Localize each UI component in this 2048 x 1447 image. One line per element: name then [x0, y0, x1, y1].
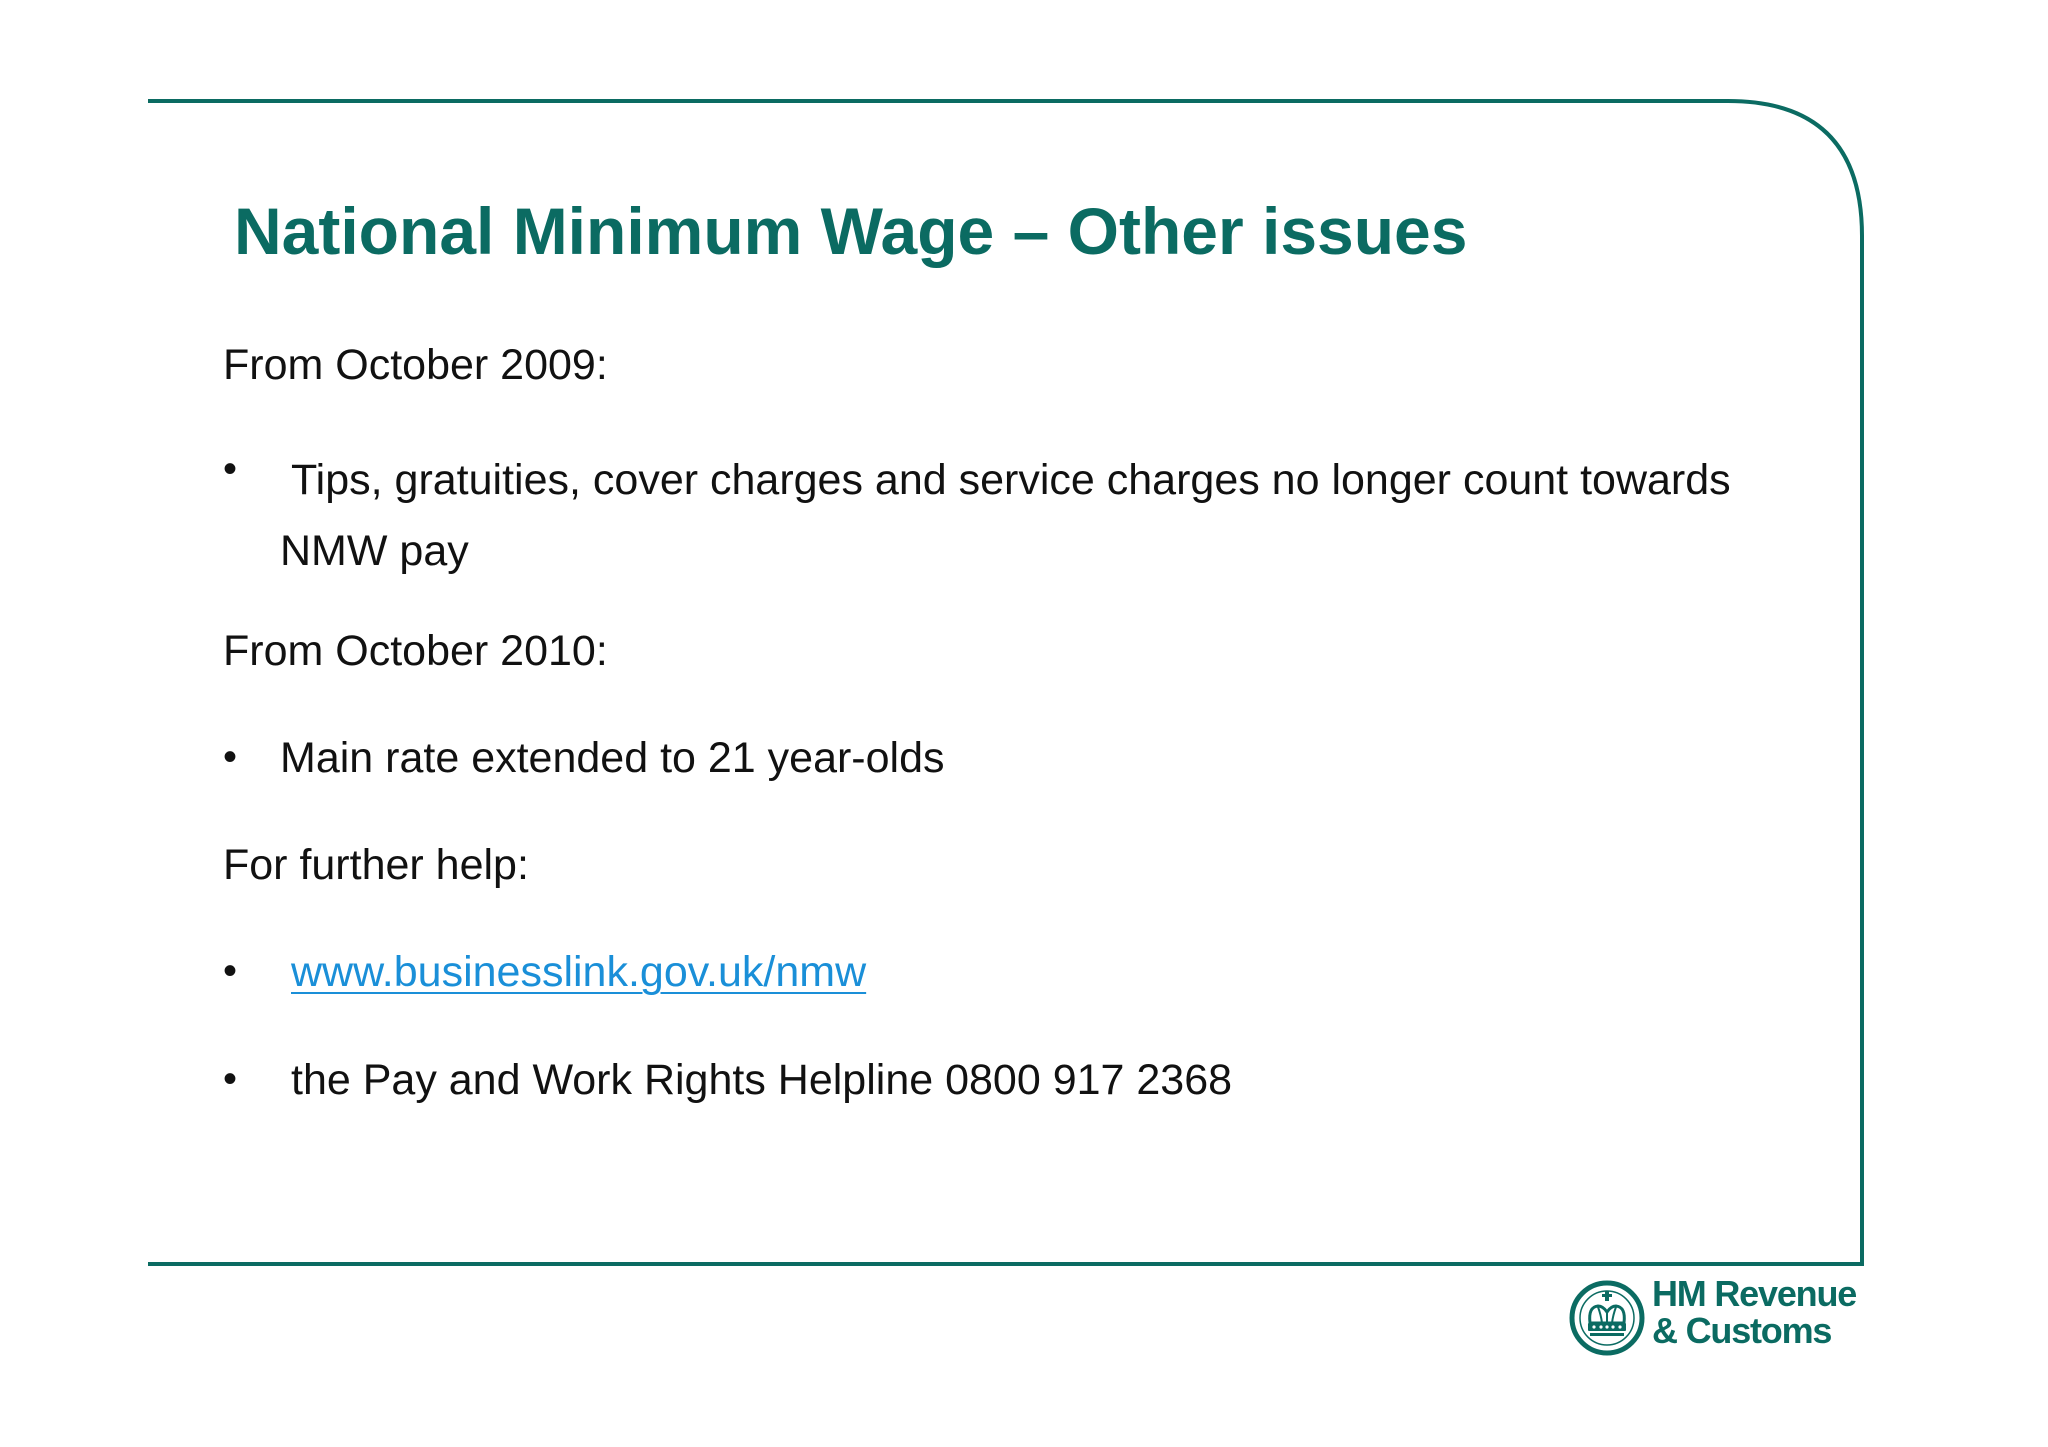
section-heading-october-2009: From October 2009: — [223, 341, 608, 389]
bullet-icon: • — [223, 447, 238, 491]
logo-wordmark — [1652, 1275, 1856, 1349]
businesslink-link[interactable]: www.businesslink.gov.uk/nmw — [291, 948, 867, 996]
bullet-text: Tips, gratuities, cover charges and service charges no longer count towards NMW pay — [280, 456, 1731, 575]
bullet-text: the Pay and Work Rights Helpline 0800 917 2368 — [291, 1056, 1233, 1104]
section-heading-october-2010: From October 2010: — [223, 627, 608, 675]
bullet-text: Main rate extended to 21 year-olds — [280, 734, 945, 782]
logo-line-customs: & Customs — [1652, 1310, 1832, 1351]
hmrc-logo — [1568, 1275, 1868, 1359]
bullet-icon: • — [223, 1057, 238, 1101]
bullet-icon: • — [223, 949, 238, 993]
bullet-icon: • — [223, 735, 238, 779]
crown-emblem-icon — [1568, 1279, 1646, 1357]
slide-title: National Minimum Wage – Other issues — [234, 194, 1468, 268]
section-heading-further-help: For further help: — [223, 841, 529, 889]
logo-line-hm-revenue: HM Revenue — [1652, 1273, 1857, 1314]
